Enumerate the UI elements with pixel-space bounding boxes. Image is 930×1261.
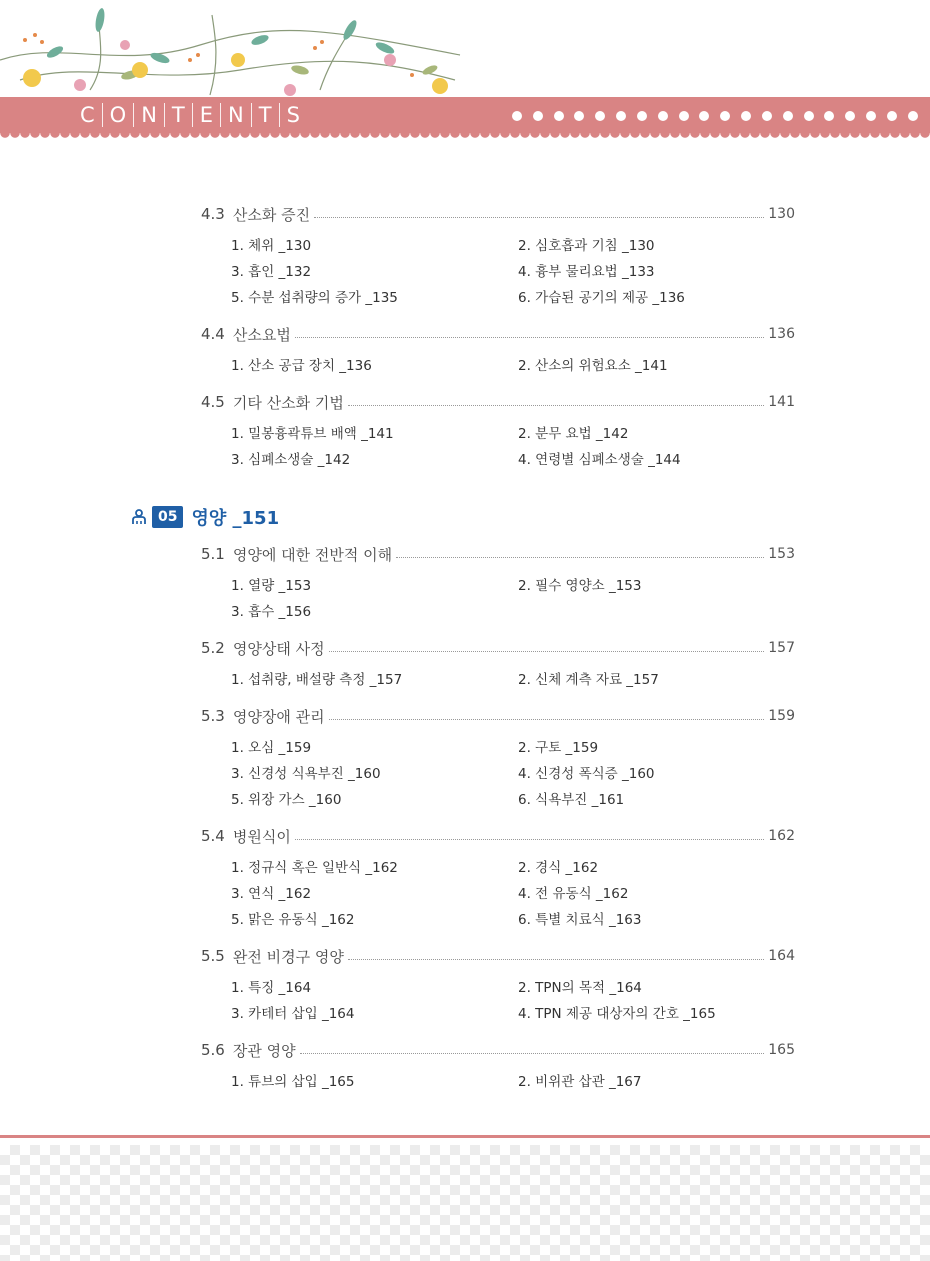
contents-letter: E <box>192 103 220 127</box>
section-title: 영양장애 관리 <box>232 707 325 726</box>
toc-item-row <box>231 736 791 754</box>
toc-item[interactable]: 1. 체위 _130 <box>231 238 312 254</box>
toc-item-row <box>231 234 791 252</box>
dot-leader <box>314 217 764 218</box>
toc-item-row <box>231 1070 791 1088</box>
toc-item[interactable]: 2. 필수 영양소 _153 <box>518 578 642 594</box>
toc-item-row <box>231 574 791 592</box>
toc-item-row <box>231 286 791 304</box>
header-dot <box>824 111 834 121</box>
toc-item-row <box>231 668 791 686</box>
section-title: 기타 산소화 기법 <box>232 393 344 412</box>
toc-section-4-5[interactable] <box>201 392 795 412</box>
section-number: 5.3 <box>201 707 225 725</box>
toc-item[interactable]: 1. 섭취량, 배설량 측정 _157 <box>231 672 403 688</box>
section-number: 5.6 <box>201 1041 225 1059</box>
toc-item[interactable]: 1. 특징 _164 <box>231 980 312 996</box>
toc-item[interactable]: 4. TPN 제공 대상자의 간호 _165 <box>518 1006 716 1022</box>
header-dot <box>554 111 564 121</box>
header-dots <box>512 111 918 121</box>
toc-item[interactable]: 5. 수분 섭취량의 증가 _135 <box>231 290 398 306</box>
contents-title <box>80 102 307 128</box>
toc-item[interactable]: 5. 맑은 유동식 _162 <box>231 912 355 928</box>
toc-item[interactable]: 2. 신체 계측 자료 _157 <box>518 672 659 688</box>
header-dot <box>783 111 793 121</box>
toc-item[interactable]: 1. 정규식 혹은 일반식 _162 <box>231 860 398 876</box>
toc-item-row <box>231 856 791 874</box>
header-scallop <box>0 133 930 141</box>
toc-section-5-1[interactable] <box>201 544 795 564</box>
dot-leader <box>329 651 765 652</box>
header-dot <box>533 111 543 121</box>
toc-section-5-2[interactable] <box>201 638 795 658</box>
toc-item[interactable]: 6. 식욕부진 _161 <box>518 792 625 808</box>
header-dot <box>887 111 897 121</box>
toc-item[interactable]: 2. 분무 요법 _142 <box>518 426 629 442</box>
contents-letter: S <box>279 103 307 127</box>
toc-section-5-3[interactable] <box>201 706 795 726</box>
toc-section-4-4[interactable] <box>201 324 795 344</box>
contents-letter: O <box>102 103 134 127</box>
section-title: 장관 영양 <box>232 1041 296 1060</box>
toc-item[interactable]: 2. 산소의 위험요소 _141 <box>518 358 668 374</box>
toc-item[interactable]: 2. 심호흡과 기침 _130 <box>518 238 655 254</box>
toc-item[interactable]: 2. 구토 _159 <box>518 740 599 756</box>
header-dot <box>741 111 751 121</box>
toc-item[interactable]: 5. 위장 가스 _160 <box>231 792 342 808</box>
section-page: 165 <box>768 1042 795 1058</box>
toc-item[interactable]: 3. 신경성 식욕부진 _160 <box>231 766 381 782</box>
header-dot <box>616 111 626 121</box>
header-dot <box>658 111 668 121</box>
section-title: 산소요법 <box>232 325 291 344</box>
toc-item-row <box>231 1002 791 1020</box>
toc-item[interactable]: 4. 전 유동식 _162 <box>518 886 629 902</box>
section-number: 4.3 <box>201 205 225 223</box>
toc-section-5-5[interactable] <box>201 946 795 966</box>
dot-leader <box>348 405 764 406</box>
floral-decoration <box>0 0 470 100</box>
section-title: 완전 비경구 영양 <box>232 947 344 966</box>
section-number: 4.4 <box>201 325 225 343</box>
chapter-title: 영양 _151 <box>191 508 280 529</box>
section-page: 141 <box>768 394 795 410</box>
dot-leader <box>396 557 764 558</box>
toc-item-row <box>231 354 791 372</box>
section-title: 영양에 대한 전반적 이해 <box>232 545 393 564</box>
toc-item-row <box>231 882 791 900</box>
dot-leader <box>295 839 764 840</box>
section-number: 5.1 <box>201 545 225 563</box>
toc-item[interactable]: 2. 비위관 삽관 _167 <box>518 1074 642 1090</box>
section-page: 136 <box>768 326 795 342</box>
toc-section-4-3[interactable] <box>201 204 795 224</box>
toc-item-row <box>231 788 791 806</box>
section-page: 153 <box>768 546 795 562</box>
toc-item[interactable]: 3. 심폐소생술 _142 <box>231 452 351 468</box>
header-dot <box>908 111 918 121</box>
chapter-number: 05 <box>152 506 183 528</box>
toc-item-row <box>231 976 791 994</box>
header-dot <box>720 111 730 121</box>
dot-leader <box>300 1053 765 1054</box>
chapter-heading[interactable] <box>130 506 279 528</box>
header-dot <box>512 111 522 121</box>
dot-leader <box>348 959 764 960</box>
toc-item[interactable]: 1. 오심 _159 <box>231 740 312 756</box>
section-number: 5.5 <box>201 947 225 965</box>
header-dot <box>595 111 605 121</box>
footer-line <box>0 1135 930 1138</box>
toc-item[interactable]: 6. 특별 치료식 _163 <box>518 912 642 928</box>
footer-pattern <box>0 1145 930 1261</box>
toc-item-row <box>231 422 791 440</box>
toc-section-5-6[interactable] <box>201 1040 795 1060</box>
toc-item[interactable]: 1. 열량 _153 <box>231 578 312 594</box>
toc-item[interactable]: 3. 흡인 _132 <box>231 264 312 280</box>
toc-item[interactable]: 1. 밀봉흉곽튜브 배액 _141 <box>231 426 394 442</box>
toc-item[interactable]: 2. TPN의 목적 _164 <box>518 980 642 996</box>
section-number: 4.5 <box>201 393 225 411</box>
toc-item[interactable]: 3. 연식 _162 <box>231 886 312 902</box>
toc-item-row <box>231 600 791 618</box>
header-dot <box>679 111 689 121</box>
contents-letter: C <box>80 103 95 127</box>
toc-item[interactable]: 4. 흉부 물리요법 _133 <box>518 264 655 280</box>
contents-letter: T <box>164 103 192 127</box>
toc-item[interactable]: 2. 경식 _162 <box>518 860 599 876</box>
header-dot <box>804 111 814 121</box>
toc-item[interactable]: 4. 연령별 심폐소생술 _144 <box>518 452 681 468</box>
section-title: 산소화 증진 <box>232 205 311 224</box>
section-page: 164 <box>768 948 795 964</box>
toc-item-row <box>231 908 791 926</box>
section-title: 병원식이 <box>232 827 291 846</box>
section-number: 5.4 <box>201 827 225 845</box>
dot-leader <box>295 337 764 338</box>
section-page: 159 <box>768 708 795 724</box>
section-page: 157 <box>768 640 795 656</box>
section-page: 130 <box>768 206 795 222</box>
toc-item[interactable]: 6. 가습된 공기의 제공 _136 <box>518 290 685 306</box>
header-dot <box>845 111 855 121</box>
header-dot <box>637 111 647 121</box>
contents-letter: T <box>251 103 279 127</box>
toc-item[interactable]: 4. 신경성 폭식증 _160 <box>518 766 655 782</box>
dot-leader <box>329 719 765 720</box>
toc-item[interactable]: 1. 산소 공급 장치 _136 <box>231 358 372 374</box>
section-title: 영양상태 사정 <box>232 639 325 658</box>
header-dot <box>866 111 876 121</box>
toc-section-5-4[interactable] <box>201 826 795 846</box>
person-icon <box>130 508 148 526</box>
contents-letter: N <box>133 103 164 127</box>
header-dot <box>574 111 584 121</box>
toc-item-row <box>231 448 791 466</box>
section-number: 5.2 <box>201 639 225 657</box>
toc-item[interactable]: 3. 카테터 삽입 _164 <box>231 1006 355 1022</box>
toc-item-row <box>231 762 791 780</box>
toc-item[interactable]: 1. 튜브의 삽입 _165 <box>231 1074 355 1090</box>
toc-item[interactable]: 3. 흡수 _156 <box>231 604 312 620</box>
header-dot <box>699 111 709 121</box>
header-dot <box>762 111 772 121</box>
toc-item-row <box>231 260 791 278</box>
contents-letter: N <box>220 103 251 127</box>
section-page: 162 <box>768 828 795 844</box>
